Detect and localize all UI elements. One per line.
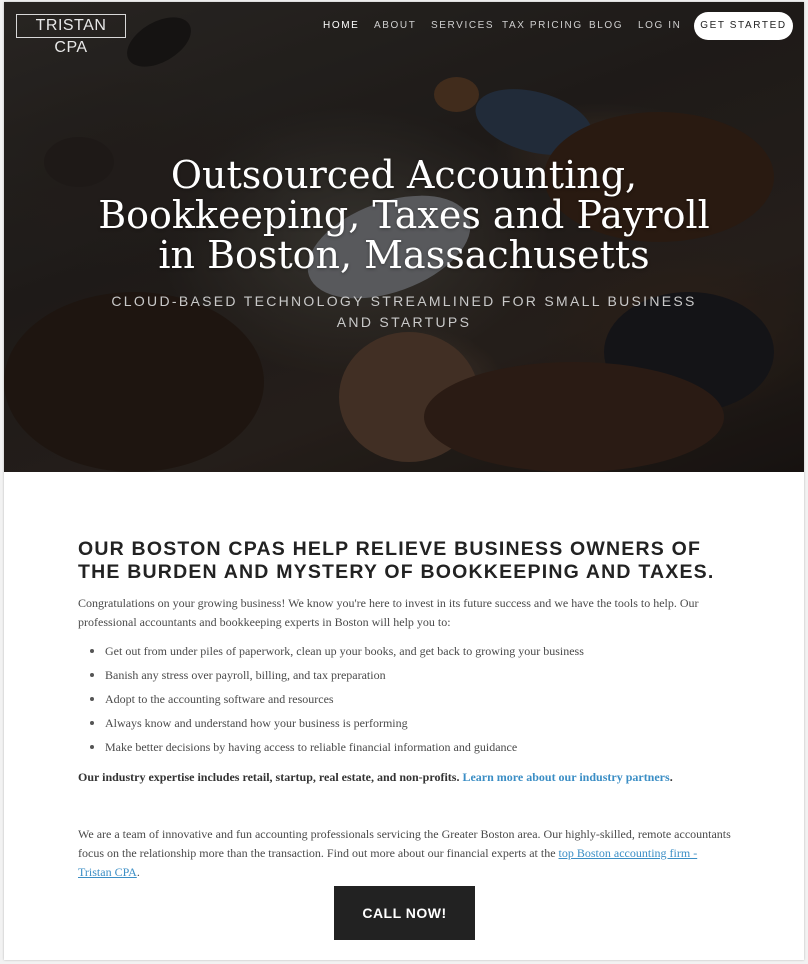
site-logo[interactable]: TRISTAN CPA — [16, 14, 126, 38]
team-suffix: . — [136, 865, 140, 879]
nav-item-tax-pricing[interactable]: TAX PRICING — [502, 20, 583, 31]
nav-item-home[interactable]: HOME — [323, 20, 360, 31]
section-heading: OUR BOSTON CPAS HELP RELIEVE BUSINESS OWNERS OF THE BURDEN AND MYSTERY OF BOOKKEEPING AND TAXES. — [78, 538, 715, 583]
boston-accounting-firm-link[interactable]: top Boston accounting firm - Tristan CPA — [78, 846, 698, 879]
nav-item-blog[interactable]: BLOG — [589, 20, 624, 31]
team-paragraph — [78, 825, 733, 882]
expertise-paragraph — [78, 768, 738, 786]
hero-section — [4, 2, 804, 472]
nav-item-about[interactable]: ABOUT — [374, 20, 417, 31]
call-now-button[interactable]: CALL NOW! — [334, 886, 475, 940]
expertise-suffix: . — [669, 770, 673, 784]
intro-paragraph: Congratulations on your growing business! We know you're here to invest in its future success and we have the tools to help. Our professional accountants and bookkeeping experts in Boston will help you to: — [78, 596, 699, 629]
industry-partners-link[interactable]: Learn more about our industry partners — [462, 770, 670, 784]
nav-item-services[interactable]: SERVICES — [431, 20, 495, 31]
hero-subtitle: CLOUD-BASED TECHNOLOGY STREAMLINED FOR SMALL BUSINESS AND STARTUPS — [111, 293, 697, 330]
list-item: Adopt to the accounting software and resources — [78, 690, 738, 714]
benefits-list — [78, 642, 738, 762]
get-started-button[interactable]: GET STARTED — [694, 12, 793, 40]
main-nav — [4, 20, 804, 34]
page-frame — [4, 2, 804, 960]
hero-title: Outsourced Accounting, Bookkeeping, Taxes and Payroll in Boston, Massachusetts — [98, 153, 710, 277]
list-item: Make better decisions by having access to reliable financial information and guidance — [78, 738, 738, 762]
list-item: Always know and understand how your business is performing — [78, 714, 738, 738]
expertise-text: Our industry expertise includes retail, startup, real estate, and non-profits. — [78, 770, 460, 784]
list-item: Get out from under piles of paperwork, clean up your books, and get back to growing your business — [78, 642, 738, 666]
team-text: We are a team of innovative and fun accounting professionals servicing the Greater Boston area. Our highly-skilled, remote accountants focus on the relationship more than the transaction. Find out more about our financial experts at the — [78, 827, 731, 860]
list-item: Banish any stress over payroll, billing, and tax preparation — [78, 666, 738, 690]
nav-item-log-in[interactable]: LOG IN — [638, 20, 682, 31]
